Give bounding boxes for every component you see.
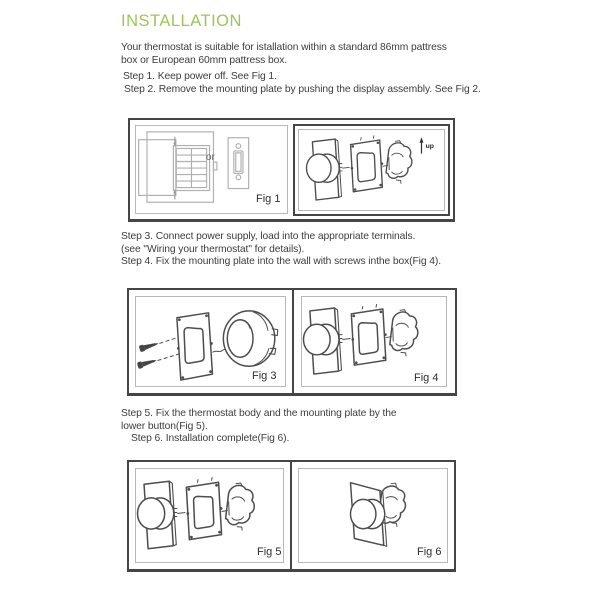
fig3-label: Fig 3	[252, 370, 277, 382]
fig1-label: Fig 1	[256, 193, 281, 205]
step-5-text-line1: Step 5. Fix the thermostat body and the mounting plate by the	[121, 408, 397, 419]
fig2-panel	[293, 124, 450, 216]
thermostat-exploded-drawing	[299, 130, 444, 210]
intro-line2: box or European 60mm pattress box.	[121, 54, 288, 66]
fig4-label: Fig 4	[414, 372, 439, 384]
up-arrow-icon	[420, 137, 434, 153]
figure-band-1	[128, 118, 455, 222]
step-1-text: Step 1. Keep power off. See Fig 1.	[123, 71, 277, 82]
intro-line1: Your thermostat is suitable for istallation within a standard 86mm pattress	[121, 42, 447, 53]
band3-divider	[290, 462, 292, 569]
fig6-label: Fig 6	[417, 546, 442, 558]
band2-divider	[292, 290, 294, 393]
figure-band-2	[127, 288, 457, 396]
step-5-text-line2: lower button(Fig 5).	[121, 420, 208, 432]
fig2-inner	[298, 129, 445, 211]
step-2-text: Step 2. Remove the mounting plate by pushing the display assembly. See Fig 2.	[124, 84, 481, 95]
step-3-text-line1: Step 3. Connect power supply, load into the appropriate terminals.	[121, 231, 416, 242]
page-title: INSTALLATION	[121, 12, 242, 30]
step-6-text: Step 6. Installation complete(Fig 6).	[131, 433, 290, 444]
or-label: or	[206, 152, 215, 163]
figure-band-3	[127, 460, 456, 572]
up-label: up	[425, 143, 434, 151]
step-4-text: Step 4. Fix the mounting plate into the wall with screws inthe box(Fig 4).	[121, 256, 441, 267]
fig5-label: Fig 5	[257, 546, 282, 558]
step-3-text-line2: (see "Wiring your thermostat" for details).	[121, 243, 305, 255]
